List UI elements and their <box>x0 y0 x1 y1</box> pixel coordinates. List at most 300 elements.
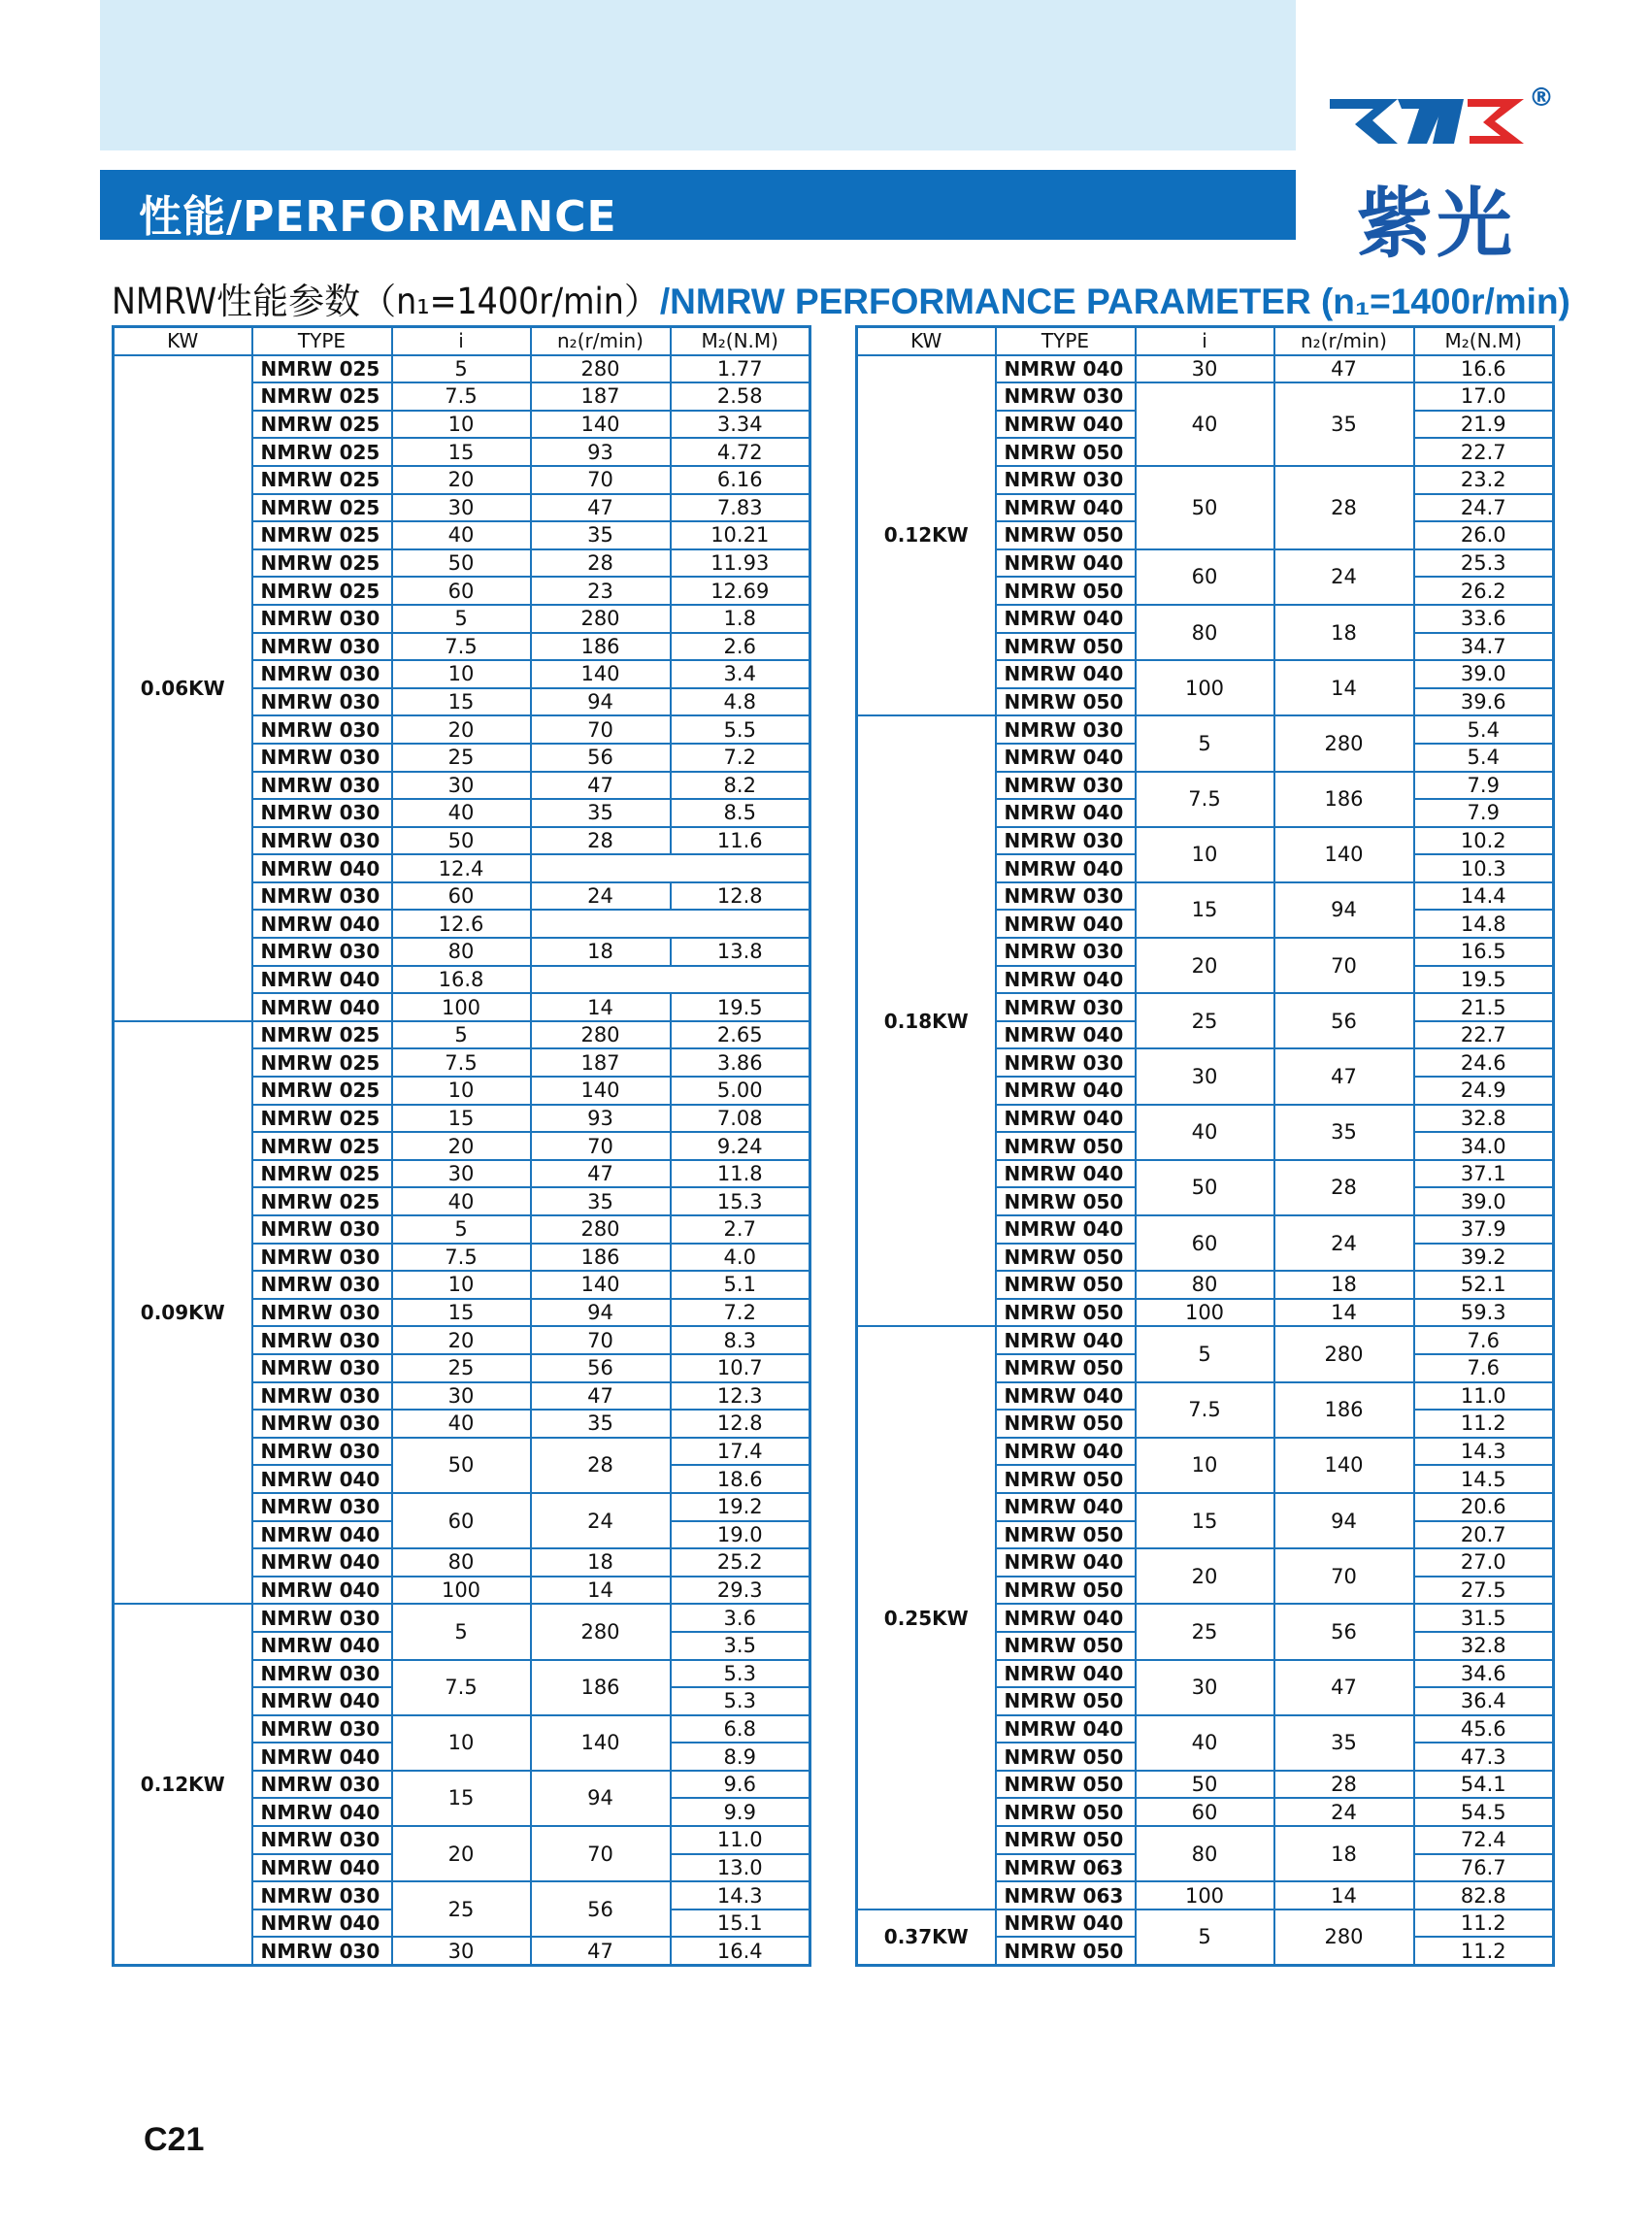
performance-table-right <box>855 325 1555 1967</box>
torque-cell: 7.6 <box>1414 1354 1554 1382</box>
speed-cell: 70 <box>531 1826 671 1881</box>
type-cell: NMRW 040 <box>996 854 1136 882</box>
type-cell: NMRW 050 <box>996 1187 1136 1215</box>
speed-cell: 280 <box>1274 1326 1414 1381</box>
torque-cell: 37.1 <box>1414 1160 1554 1188</box>
speed-cell: 35 <box>531 799 671 827</box>
ratio-cell: 30 <box>392 772 531 800</box>
speed-cell: 47 <box>1274 355 1414 383</box>
type-cell: NMRW 025 <box>252 521 392 549</box>
title-bar <box>100 170 1296 240</box>
torque-cell: 5.4 <box>1414 715 1554 744</box>
type-cell: NMRW 025 <box>252 1105 392 1133</box>
type-cell: NMRW 025 <box>252 577 392 605</box>
type-cell: NMRW 040 <box>996 549 1136 578</box>
torque-cell: 2.65 <box>671 1021 810 1049</box>
speed-cell: 140 <box>1274 1438 1414 1493</box>
torque-cell: 2.6 <box>671 633 810 661</box>
ratio-cell: 50 <box>1136 466 1274 549</box>
torque-cell: 4.0 <box>671 1244 810 1272</box>
torque-cell: 19.5 <box>671 993 810 1021</box>
type-cell: NMRW 040 <box>252 993 392 1021</box>
speed-cell: 28 <box>1274 1160 1414 1215</box>
speed-cell: 280 <box>531 1021 671 1049</box>
ratio-cell: 50 <box>1136 1771 1274 1799</box>
torque-cell: 9.9 <box>671 1798 810 1826</box>
torque-cell: 23.2 <box>1414 466 1554 494</box>
torque-cell: 54.1 <box>1414 1771 1554 1799</box>
table-header-row <box>114 327 810 355</box>
torque-cell: 3.6 <box>671 1604 810 1632</box>
ratio-cell: 50 <box>392 549 531 578</box>
ratio-cell: 5 <box>392 1604 531 1659</box>
torque-cell: 21.5 <box>1414 993 1554 1021</box>
torque-cell: 11.6 <box>671 827 810 855</box>
torque-cell: 7.9 <box>1414 772 1554 800</box>
speed-cell: 28 <box>1274 1771 1414 1799</box>
torque-cell: 7.08 <box>671 1105 810 1133</box>
speed-cell: 56 <box>531 744 671 772</box>
power-cell: 0.25KW <box>857 1326 996 1909</box>
type-cell: NMRW 030 <box>252 1244 392 1272</box>
speed-cell: 70 <box>531 1132 671 1160</box>
torque-cell: 24.7 <box>1414 494 1554 522</box>
ratio-cell: 15 <box>1136 1493 1274 1548</box>
type-cell: NMRW 050 <box>996 1687 1136 1715</box>
torque-cell: 10.2 <box>1414 827 1554 855</box>
type-cell: NMRW 050 <box>996 1937 1136 1965</box>
power-cell: 0.09KW <box>114 1021 252 1604</box>
torque-cell: 59.3 <box>1414 1299 1554 1327</box>
ratio-cell: 5 <box>392 1021 531 1049</box>
table-row <box>857 1910 1554 1938</box>
type-cell: NMRW 030 <box>996 466 1136 494</box>
type-cell: NMRW 030 <box>996 993 1136 1021</box>
speed-cell: 93 <box>531 1105 671 1133</box>
torque-cell: 14.8 <box>1414 910 1554 938</box>
speed-cell: 18 <box>1274 1826 1414 1881</box>
type-cell: NMRW 030 <box>252 1493 392 1521</box>
torque-cell: 11.2 <box>1414 1937 1554 1965</box>
torque-cell: 26.0 <box>1414 521 1554 549</box>
type-cell: NMRW 040 <box>996 605 1136 633</box>
type-cell: NMRW 030 <box>252 1326 392 1354</box>
torque-cell: 17.0 <box>1414 382 1554 411</box>
torque-cell: 24.6 <box>1414 1048 1554 1077</box>
speed-cell: 24 <box>1274 1798 1414 1826</box>
type-cell: NMRW 030 <box>252 1771 392 1799</box>
type-cell: NMRW 050 <box>996 1244 1136 1272</box>
torque-cell: 7.2 <box>671 1299 810 1327</box>
type-cell: NMRW 040 <box>996 1160 1136 1188</box>
type-cell: NMRW 040 <box>996 1604 1136 1632</box>
speed-cell: 24 <box>531 882 671 911</box>
torque-cell: 20.6 <box>1414 1493 1554 1521</box>
ratio-cell: 50 <box>1136 1160 1274 1215</box>
speed-cell: 70 <box>1274 1548 1414 1604</box>
torque-cell: 4.8 <box>671 688 810 716</box>
ratio-cell: 20 <box>392 1826 531 1881</box>
speed-cell: 56 <box>531 1881 671 1937</box>
torque-cell: 3.4 <box>671 660 810 688</box>
type-cell: NMRW 050 <box>996 521 1136 549</box>
ratio-cell: 60 <box>392 577 531 605</box>
type-cell: NMRW 040 <box>252 1687 392 1715</box>
type-cell: NMRW 040 <box>252 1854 392 1882</box>
type-cell: NMRW 040 <box>252 1577 392 1605</box>
torque-cell: 12.4 <box>392 854 531 882</box>
type-cell: NMRW 030 <box>252 882 392 911</box>
ratio-cell: 5 <box>1136 1910 1274 1966</box>
type-cell: NMRW 040 <box>996 1715 1136 1743</box>
ratio-cell: 40 <box>1136 1105 1274 1160</box>
torque-cell: 14.4 <box>1414 882 1554 911</box>
speed-cell: 18 <box>531 938 671 966</box>
speed-cell: 70 <box>531 466 671 494</box>
column-header: n₂(r/min) <box>1274 327 1414 355</box>
type-cell: NMRW 030 <box>252 1410 392 1438</box>
ratio-cell: 20 <box>392 1132 531 1160</box>
ratio-cell: 15 <box>392 1771 531 1826</box>
torque-cell: 17.4 <box>671 1438 810 1466</box>
type-cell: NMRW 040 <box>996 1105 1136 1133</box>
ratio-cell: 30 <box>1136 355 1274 383</box>
speed-cell: 35 <box>531 1187 671 1215</box>
ratio-cell: 60 <box>392 1493 531 1548</box>
heading-english: /NMRW PERFORMANCE PARAMETER (n₁=1400r/min) <box>659 282 1570 321</box>
ratio-cell: 80 <box>392 938 531 966</box>
ratio-cell: 60 <box>1136 549 1274 605</box>
speed-cell: 280 <box>1274 715 1414 771</box>
type-cell: NMRW 040 <box>996 1910 1136 1938</box>
torque-cell: 19.2 <box>671 1493 810 1521</box>
speed-cell: 23 <box>531 577 671 605</box>
speed-cell: 47 <box>531 1382 671 1411</box>
torque-cell: 12.3 <box>671 1382 810 1411</box>
speed-cell: 140 <box>531 660 671 688</box>
table-heading <box>112 272 1570 322</box>
ratio-cell: 60 <box>1136 1798 1274 1826</box>
torque-cell: 31.5 <box>1414 1604 1554 1632</box>
type-cell: NMRW 040 <box>996 660 1136 688</box>
type-cell: NMRW 030 <box>252 633 392 661</box>
ratio-cell: 20 <box>392 466 531 494</box>
torque-cell: 11.93 <box>671 549 810 578</box>
power-cell: 0.37KW <box>857 1910 996 1966</box>
ratio-cell: 100 <box>392 993 531 1021</box>
type-cell: NMRW 050 <box>996 633 1136 661</box>
torque-cell: 7.9 <box>1414 799 1554 827</box>
ratio-cell: 7.5 <box>1136 1382 1274 1438</box>
type-cell: NMRW 025 <box>252 1077 392 1105</box>
torque-cell: 4.72 <box>671 438 810 466</box>
speed-cell: 70 <box>531 715 671 744</box>
type-cell: NMRW 030 <box>996 772 1136 800</box>
column-header: TYPE <box>996 327 1136 355</box>
torque-cell: 52.1 <box>1414 1271 1554 1299</box>
torque-cell: 7.83 <box>671 494 810 522</box>
type-cell: NMRW 040 <box>252 854 392 882</box>
speed-cell: 56 <box>1274 993 1414 1048</box>
torque-cell: 25.2 <box>671 1548 810 1577</box>
power-cell: 0.18KW <box>857 715 996 1326</box>
ratio-cell: 15 <box>392 1105 531 1133</box>
type-cell: NMRW 050 <box>996 1826 1136 1854</box>
ratio-cell: 100 <box>1136 660 1274 715</box>
torque-cell: 5.5 <box>671 715 810 744</box>
page-title: 性能/PERFORMANCE <box>139 192 617 242</box>
speed-cell: 47 <box>1274 1048 1414 1104</box>
ratio-cell: 15 <box>392 438 531 466</box>
speed-cell: 35 <box>1274 1105 1414 1160</box>
type-cell: NMRW 040 <box>996 744 1136 772</box>
torque-cell: 39.0 <box>1414 660 1554 688</box>
type-cell: NMRW 030 <box>252 827 392 855</box>
torque-cell: 11.8 <box>671 1160 810 1188</box>
speed-cell: 94 <box>1274 1493 1414 1548</box>
torque-cell: 2.58 <box>671 382 810 411</box>
torque-cell: 15.3 <box>671 1187 810 1215</box>
header-band <box>100 0 1296 150</box>
torque-cell: 39.0 <box>1414 1187 1554 1215</box>
torque-cell: 16.5 <box>1414 938 1554 966</box>
type-cell: NMRW 040 <box>996 966 1136 994</box>
ratio-cell: 30 <box>392 1937 531 1965</box>
speed-cell: 140 <box>531 411 671 439</box>
torque-cell: 33.6 <box>1414 605 1554 633</box>
column-header: TYPE <box>252 327 392 355</box>
torque-cell: 2.7 <box>671 1215 810 1244</box>
type-cell: NMRW 040 <box>252 1910 392 1938</box>
type-cell: NMRW 030 <box>996 1048 1136 1077</box>
speed-cell: 94 <box>531 1771 671 1826</box>
speed-cell: 24 <box>531 1493 671 1548</box>
torque-cell: 27.5 <box>1414 1577 1554 1605</box>
speed-cell: 186 <box>531 1660 671 1715</box>
torque-cell: 21.9 <box>1414 411 1554 439</box>
table-row <box>857 1326 1554 1354</box>
torque-cell: 11.2 <box>1414 1410 1554 1438</box>
speed-cell: 14 <box>1274 1299 1414 1327</box>
type-cell: NMRW 030 <box>252 1660 392 1688</box>
speed-cell: 47 <box>531 1160 671 1188</box>
type-cell: NMRW 030 <box>252 1715 392 1743</box>
torque-cell: 14.3 <box>1414 1438 1554 1466</box>
brand-logo <box>1330 83 1558 268</box>
ratio-cell: 10 <box>392 1077 531 1105</box>
type-cell: NMRW 030 <box>252 799 392 827</box>
torque-cell: 13.8 <box>671 938 810 966</box>
speed-cell: 187 <box>531 382 671 411</box>
ratio-cell: 20 <box>392 1326 531 1354</box>
ratio-cell: 80 <box>1136 1271 1274 1299</box>
speed-cell: 47 <box>531 772 671 800</box>
type-cell: NMRW 025 <box>252 494 392 522</box>
type-cell: NMRW 040 <box>996 1660 1136 1688</box>
torque-cell: 34.6 <box>1414 1660 1554 1688</box>
speed-cell: 35 <box>1274 1715 1414 1771</box>
type-cell: NMRW 025 <box>252 1187 392 1215</box>
type-cell: NMRW 030 <box>252 772 392 800</box>
torque-cell: 47.3 <box>1414 1743 1554 1771</box>
ratio-cell: 10 <box>392 411 531 439</box>
type-cell: NMRW 040 <box>252 1743 392 1771</box>
ratio-cell: 60 <box>392 882 531 911</box>
torque-cell: 10.21 <box>671 521 810 549</box>
type-cell: NMRW 025 <box>252 1021 392 1049</box>
speed-cell: 93 <box>531 438 671 466</box>
ratio-cell: 7.5 <box>392 382 531 411</box>
torque-cell: 5.4 <box>1414 744 1554 772</box>
ratio-cell: 10 <box>1136 827 1274 882</box>
torque-cell: 11.0 <box>671 1826 810 1854</box>
type-cell: NMRW 030 <box>252 660 392 688</box>
torque-cell: 9.24 <box>671 1132 810 1160</box>
type-cell: NMRW 050 <box>996 577 1136 605</box>
power-cell: 0.12KW <box>114 1604 252 1965</box>
torque-cell: 19.5 <box>1414 966 1554 994</box>
ratio-cell: 80 <box>1136 605 1274 660</box>
type-cell: NMRW 040 <box>996 1493 1136 1521</box>
ratio-cell: 7.5 <box>392 1244 531 1272</box>
torque-cell: 22.7 <box>1414 438 1554 466</box>
ratio-cell: 7.5 <box>392 1048 531 1077</box>
type-cell: NMRW 040 <box>252 1798 392 1826</box>
speed-cell: 280 <box>531 1604 671 1659</box>
type-cell: NMRW 050 <box>996 1771 1136 1799</box>
ratio-cell: 25 <box>392 1881 531 1937</box>
type-cell: NMRW 030 <box>252 1604 392 1632</box>
type-cell: NMRW 025 <box>252 549 392 578</box>
ratio-cell: 20 <box>392 715 531 744</box>
type-cell: NMRW 040 <box>252 966 392 994</box>
torque-cell: 12.8 <box>671 1410 810 1438</box>
ratio-cell: 40 <box>1136 1715 1274 1771</box>
column-header: KW <box>114 327 252 355</box>
type-cell: NMRW 040 <box>252 1521 392 1549</box>
type-cell: NMRW 050 <box>996 1632 1136 1660</box>
type-cell: NMRW 030 <box>996 382 1136 411</box>
speed-cell: 28 <box>531 827 671 855</box>
type-cell: NMRW 050 <box>996 1577 1136 1605</box>
torque-cell: 8.9 <box>671 1743 810 1771</box>
type-cell: NMRW 030 <box>996 715 1136 744</box>
type-cell: NMRW 030 <box>996 827 1136 855</box>
speed-cell: 186 <box>1274 772 1414 827</box>
type-cell: NMRW 025 <box>252 1048 392 1077</box>
type-cell: NMRW 030 <box>252 1271 392 1299</box>
type-cell: NMRW 050 <box>996 438 1136 466</box>
type-cell: NMRW 040 <box>996 1438 1136 1466</box>
speed-cell: 186 <box>531 1244 671 1272</box>
type-cell: NMRW 063 <box>996 1881 1136 1910</box>
type-cell: NMRW 040 <box>252 1632 392 1660</box>
torque-cell: 11.2 <box>1414 1910 1554 1938</box>
brand-chinese-name: 紫光 <box>1357 181 1517 268</box>
torque-cell: 13.0 <box>671 1854 810 1882</box>
type-cell: NMRW 050 <box>996 1743 1136 1771</box>
ratio-cell: 7.5 <box>392 1660 531 1715</box>
torque-cell: 7.6 <box>1414 1326 1554 1354</box>
type-cell: NMRW 025 <box>252 438 392 466</box>
torque-cell: 3.34 <box>671 411 810 439</box>
column-header: i <box>392 327 531 355</box>
speed-cell: 140 <box>1274 827 1414 882</box>
torque-cell: 27.0 <box>1414 1548 1554 1577</box>
speed-cell: 14 <box>1274 1881 1414 1910</box>
ratio-cell: 10 <box>392 660 531 688</box>
type-cell: NMRW 040 <box>996 910 1136 938</box>
speed-cell: 28 <box>1274 466 1414 549</box>
ratio-cell: 15 <box>1136 882 1274 938</box>
speed-cell: 24 <box>1274 549 1414 605</box>
heading-chinese: NMRW性能参数（n₁=1400r/min） <box>112 281 660 322</box>
type-cell: NMRW 025 <box>252 355 392 383</box>
speed-cell: 187 <box>531 1048 671 1077</box>
torque-cell: 18.6 <box>671 1465 810 1493</box>
ratio-cell: 20 <box>1136 938 1274 993</box>
type-cell: NMRW 030 <box>252 1881 392 1910</box>
speed-cell: 94 <box>531 1299 671 1327</box>
speed-cell: 35 <box>531 1410 671 1438</box>
speed-cell: 140 <box>531 1715 671 1771</box>
column-header: M₂(N.M) <box>671 327 810 355</box>
ratio-cell: 80 <box>392 1548 531 1577</box>
speed-cell: 70 <box>531 1326 671 1354</box>
speed-cell: 280 <box>1274 1910 1414 1966</box>
torque-cell: 10.7 <box>671 1354 810 1382</box>
ratio-cell: 5 <box>392 1215 531 1244</box>
type-cell: NMRW 030 <box>252 688 392 716</box>
type-cell: NMRW 030 <box>252 1354 392 1382</box>
column-header: i <box>1136 327 1274 355</box>
ratio-cell: 40 <box>392 1187 531 1215</box>
column-header: KW <box>857 327 996 355</box>
torque-cell: 3.86 <box>671 1048 810 1077</box>
speed-cell: 280 <box>531 355 671 383</box>
type-cell: NMRW 040 <box>996 1021 1136 1049</box>
table-row <box>114 1604 810 1632</box>
ratio-cell: 40 <box>392 1410 531 1438</box>
type-cell: NMRW 030 <box>252 605 392 633</box>
torque-cell: 8.5 <box>671 799 810 827</box>
ratio-cell: 50 <box>392 827 531 855</box>
torque-cell: 3.5 <box>671 1632 810 1660</box>
speed-cell: 47 <box>1274 1660 1414 1715</box>
torque-cell: 14.5 <box>1414 1465 1554 1493</box>
ratio-cell: 25 <box>1136 1604 1274 1659</box>
torque-cell: 54.5 <box>1414 1798 1554 1826</box>
torque-cell: 29.3 <box>671 1577 810 1605</box>
ratio-cell: 30 <box>1136 1660 1274 1715</box>
type-cell: NMRW 040 <box>996 411 1136 439</box>
ratio-cell: 40 <box>392 521 531 549</box>
torque-cell: 45.6 <box>1414 1715 1554 1743</box>
torque-cell: 82.8 <box>1414 1881 1554 1910</box>
type-cell: NMRW 040 <box>996 1382 1136 1411</box>
type-cell: NMRW 040 <box>252 910 392 938</box>
ratio-cell: 100 <box>1136 1881 1274 1910</box>
torque-cell: 12.8 <box>671 882 810 911</box>
torque-cell: 5.3 <box>671 1687 810 1715</box>
torque-cell: 32.8 <box>1414 1632 1554 1660</box>
type-cell: NMRW 030 <box>252 744 392 772</box>
type-cell: NMRW 030 <box>252 1215 392 1244</box>
speed-cell: 94 <box>531 688 671 716</box>
torque-cell: 12.6 <box>392 910 531 938</box>
ratio-cell: 30 <box>392 1382 531 1411</box>
torque-cell: 76.7 <box>1414 1854 1554 1882</box>
